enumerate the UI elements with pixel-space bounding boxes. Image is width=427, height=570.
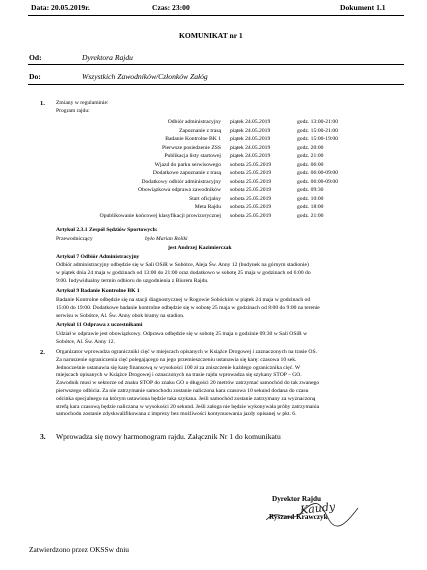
approval-note: Zatwierdzono przez OKSSw dniu [29, 545, 129, 554]
section-3-text: Wprowadza się nowy harmonogram rajdu. Załącznik Nr 1 do komunikatu [56, 432, 281, 441]
program-event: Publikacja listy startowej [164, 153, 221, 159]
article-9-text [56, 297, 320, 320]
text-line: strefą kara czasową będzie naliczana w wysokości 20 sekund. Jeśli załoga nie będzie wykonywała próby zatrzymania [56, 403, 320, 410]
program-time: godz. 21:00 [297, 212, 324, 219]
chair-label: Przewodniczący [56, 236, 93, 242]
text-line: miejscach opisanych w Książce Drogowej i oznaczonych na trasie rajdu wprowadza się szykany STOP – GO. [56, 372, 302, 379]
from-label: Od: [29, 53, 42, 62]
program-time: godz. 15:00-21:00 [297, 127, 339, 134]
program-event: Pierwsze posiedzenie ZSS [161, 144, 221, 151]
signature-title: Dyrektor Rajdu [272, 495, 322, 503]
program-time: godz. 13:00-21:00 [297, 119, 339, 125]
program-date: sobota 25.05.2019 [230, 195, 272, 202]
program-date: sobota 25.05.2019 [230, 212, 272, 219]
text-line: 9:00. Indywidualny termin odbioru do uzgodnienia z Biurem Rajdu. [56, 277, 209, 284]
program-date: piątek 24.05.2019 [230, 119, 271, 125]
text-line: Zawodnik musi w sektorze od znaku STOP do znaku GO o długości 20 metrów zatrzymać samochód do tak zwanego [56, 380, 320, 387]
text-line: Za naruszenie ograniczenia cięć polegającego na jego przemieszczeniu ustanawia się karę: czasowa 10 sek. [56, 356, 297, 363]
header-date: Data: 20.05.2019r. [31, 3, 90, 12]
to-rule [28, 84, 404, 85]
page-title: KOMUNIKAT nr 1 [179, 31, 243, 40]
program-time: godz. 06:00 [297, 161, 324, 168]
header-rule [28, 15, 404, 16]
chair-current: jest Andrzej Kazimierczak [168, 245, 232, 251]
text-line: 15:00 do 19:00. Dodatkowe badanie kontrolne odbędzie się w sobotę 25 maja w godzinach od 8:00 do 9:00 na terenie [56, 304, 320, 311]
article-9-title: Artykuł 9 Badanie Kontrolne BK 1 [56, 288, 140, 294]
program-event: Odbiór administracyjny [167, 119, 221, 125]
section-2-number: 2. [40, 349, 45, 356]
program-date: piątek 24.05.2019 [230, 127, 271, 134]
header-document-number: Dokument 1.1 [340, 3, 386, 12]
program-time: godz. 06:00-09:00 [297, 170, 339, 176]
program-time: godz. 18:00 [297, 204, 324, 210]
text-line: Jednocześnie ustanawia się karę finansową w wysokości 100 zł za zniszczenie każdego ogranicznika cięć. W [56, 364, 301, 371]
from-rule [28, 64, 404, 65]
program-intro: Program rajdu: [56, 108, 90, 114]
from-value: Dyrektora Rajdu [82, 53, 133, 62]
program-date: sobota 25.05.2019 [230, 204, 272, 210]
header-time: Czas: 23:00 [152, 3, 190, 12]
section-3-number: 3. [40, 432, 46, 441]
section-2-text [56, 349, 319, 419]
program-date: piątek 24.05.2019 [230, 144, 271, 151]
section-1-number: 1. [40, 100, 45, 107]
program-time: godz. 09:30 [297, 187, 324, 193]
text-line: samochodu zostanie zdyskwalifikowana z imprezy bez możliwości kontynuowania jazdy opisanej w pkt. 6. [56, 411, 297, 418]
program-time: godz. 10:00 [297, 195, 324, 202]
program-event: Start oficjalny [189, 195, 221, 202]
program-event: Dodatkowe zapoznanie z trasą [152, 170, 221, 176]
changes-intro: Zmiany w regulaminie: [56, 100, 109, 106]
program-date: piątek 24.05.2019 [230, 153, 271, 159]
program-event: Badanie Kontrolne BK 1 [165, 136, 221, 142]
text-line: pierwszego odbicia. Za nie zatrzymanie samochodu zostanie naliczona kara czasowa 10 sekund dodana do czasu [56, 387, 309, 394]
text-line: Badanie Kontrolne odbędzie się na stacji diagnostycznej w Rogowie Sobóckim w piątek 24 maja w godzinach od [56, 297, 311, 303]
article-2-3-1-title: Artykuł 2.3.1 Zespół Sędziów Sportowych: [56, 227, 158, 233]
signature-name: Ryszard Krawczyk [269, 513, 328, 521]
program-time: godz. 06:00-09:00 [297, 178, 339, 185]
program-event: Obowiązkowa odprawa zawodników [138, 187, 221, 193]
article-11-text [56, 331, 307, 347]
text-line: w piątek dnia 24 maja w godzinach od 13:00 do 21:00 oraz dodatkowo w sobotę 25 maja w godzinach od 6:00 do [56, 269, 311, 276]
program-time: godz. 15:00-19:00 [297, 136, 339, 142]
chair-previous: było Marian Roliki [145, 236, 188, 242]
text-line: Organizator wprowadza ograniczniki cięć w miejscach opisanych w Książce Drogowej i zaznaczonych na trasie OS. [56, 349, 317, 355]
text-line: Odbiór administracyjny odbędzie się w Sali OSiR w Sobótce, Aleja Św. Anny 12 (budynek na górnym stadionie) [56, 262, 309, 268]
program-date: sobota 25.05.2019 [230, 178, 272, 185]
text-line: Sobótce, Al. Św. Anny 12. [56, 338, 115, 345]
program-time: godz. 20:00 [297, 144, 324, 151]
article-7-title: Artykuł 7 Odbiór Administracyjny [56, 254, 140, 260]
text-line: Udział w odprawie jest obowiązkowy. Odprawa odbędzie się w sobotę 25 maja o godzinie 09:30 w Sali OSiR w [56, 331, 308, 337]
article-11-title: Artykuł 11 Odprawa z uczestnikami [56, 322, 143, 328]
program-date: sobota 25.05.2019 [230, 187, 272, 193]
handwritten-signature: Kaudy [299, 500, 336, 517]
program-event: Opublikowanie końcowej klasyfikacji prowizorycznej [99, 212, 221, 219]
program-date: piątek 24.05.2019 [230, 136, 271, 142]
to-label: Do: [29, 72, 41, 81]
program-time: godz. 21:00 [297, 153, 324, 159]
program-date: sobota 25.05.2019 [230, 161, 272, 168]
article-7-text [56, 262, 311, 285]
to-value: Wszystkich Zawodników/Członków Załóg [82, 72, 208, 81]
program-date: sobota 25.05.2019 [230, 170, 272, 176]
program-event: Wjazd do parku serwisowego [154, 161, 221, 168]
program-event: Zapoznanie z trasą [179, 127, 221, 134]
text-line: serwisu w Sobótce, Al. Św. Anny obok bramy na stadion. [56, 312, 185, 319]
program-event: Dodatkowy odbiór administracyjny [141, 178, 221, 185]
program-row [0, 212, 427, 221]
program-event: Meta Rajdu [194, 204, 221, 210]
text-line: odcinka specjalnego na którym ustawiona będzie taka szykana. Jeśli samochód zostanie zatrzymany za wyznaczoną [56, 395, 316, 402]
